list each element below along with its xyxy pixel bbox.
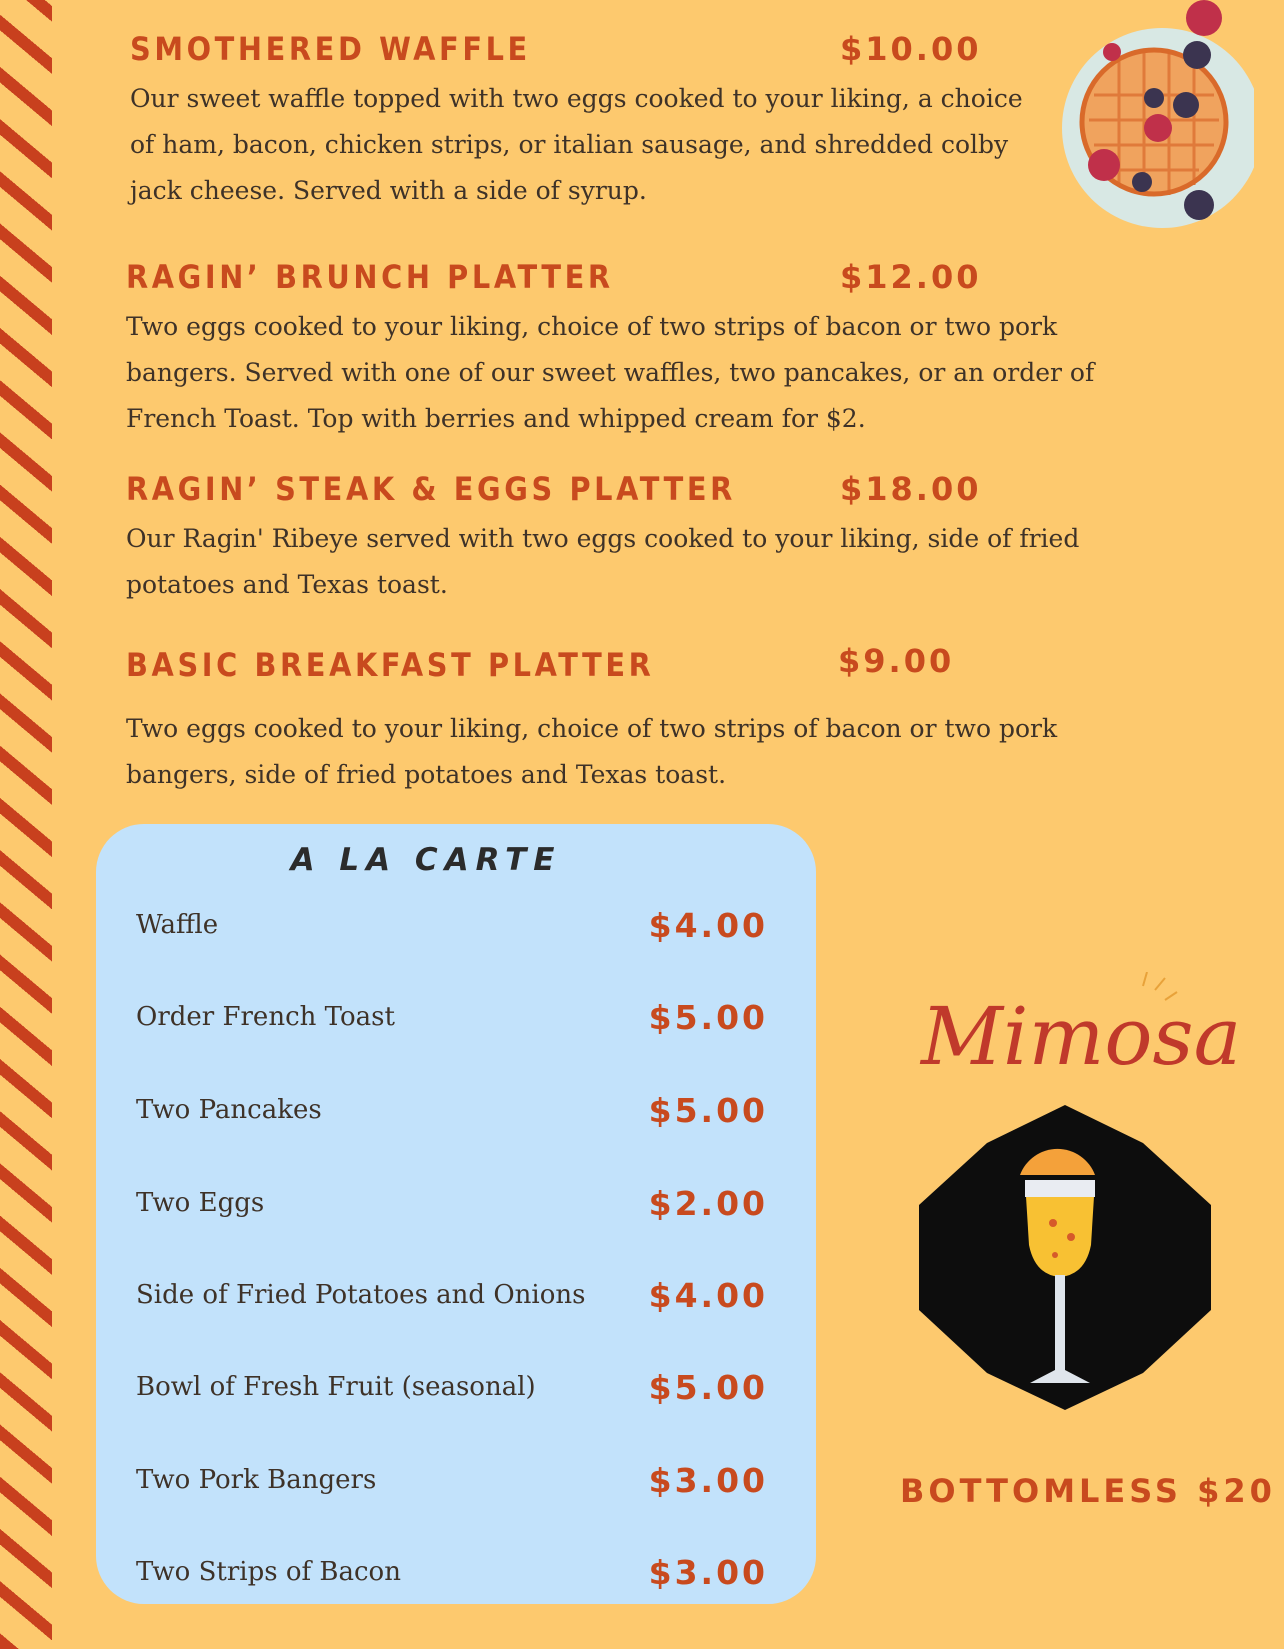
menu-item-description: Two eggs cooked to your liking, choice of two strips of bacon or two pork bangers. Served with one of our sweet waffles, two pancakes, or an order of French Toast. Top with berries and whipped cream for $2. bbox=[126, 312, 1095, 433]
menu-item-header bbox=[130, 30, 1130, 76]
menu-item-header bbox=[126, 642, 1126, 706]
menu-item-price: $10.00 bbox=[840, 30, 982, 68]
svg-text:Mimosa: Mimosa bbox=[921, 990, 1242, 1083]
a-la-carte-row bbox=[136, 1272, 776, 1332]
a-la-carte-item-price: $2.00 bbox=[648, 1184, 768, 1223]
a-la-carte-item-name: Two Strips of Bacon bbox=[136, 1557, 401, 1587]
a-la-carte-item-price: $3.00 bbox=[648, 1461, 768, 1500]
menu-item-title: BASIC BREAKFAST PLATTER bbox=[126, 646, 655, 684]
a-la-carte-item-price: $4.00 bbox=[648, 1276, 768, 1315]
a-la-carte-row bbox=[136, 1180, 776, 1240]
bottomless-mimosa-offer: BOTTOMLESS $20 bbox=[900, 1472, 1276, 1510]
a-la-carte-row bbox=[136, 1087, 776, 1147]
menu-item-header bbox=[126, 470, 1126, 516]
menu-item-basic-breakfast bbox=[126, 642, 1126, 798]
menu-item-brunch-platter bbox=[126, 258, 1126, 442]
menu-item-title: RAGIN’ STEAK & EGGS PLATTER bbox=[126, 470, 736, 508]
a-la-carte-item-price: $5.00 bbox=[648, 1091, 768, 1130]
a-la-carte-item-price: $5.00 bbox=[648, 1368, 768, 1407]
menu-item-smothered-waffle bbox=[130, 30, 1130, 214]
a-la-carte-item-price: $3.00 bbox=[648, 1553, 768, 1592]
menu-item-price: $9.00 bbox=[838, 642, 955, 680]
a-la-carte-item-name: Waffle bbox=[136, 910, 219, 940]
a-la-carte-item-price: $4.00 bbox=[648, 906, 768, 945]
menu-item-title: RAGIN’ BRUNCH PLATTER bbox=[126, 258, 614, 296]
menu-item-price: $12.00 bbox=[840, 258, 982, 296]
a-la-carte-item-name: Order French Toast bbox=[136, 1002, 395, 1032]
menu-item-steak-eggs-platter bbox=[126, 470, 1126, 608]
a-la-carte-row bbox=[136, 1364, 776, 1424]
menu-item-description: Our sweet waffle topped with two eggs cooked to your liking, a choice of ham, bacon, chicken strips, or italian sausage, and shredded colby jack cheese. Served with a side of syrup. bbox=[130, 84, 1023, 205]
waffle-plate-icon bbox=[1054, 0, 1254, 240]
a-la-carte-row bbox=[136, 1457, 776, 1517]
menu-item-price: $18.00 bbox=[840, 470, 982, 508]
a-la-carte-row bbox=[136, 902, 776, 962]
menu-item-description: Two eggs cooked to your liking, choice of two strips of bacon or two pork bangers, side of fried potatoes and Texas toast. bbox=[126, 714, 1058, 789]
a-la-carte-item-name: Two Pork Bangers bbox=[136, 1465, 377, 1495]
a-la-carte-item-name: Bowl of Fresh Fruit (seasonal) bbox=[136, 1372, 536, 1402]
a-la-carte-item-name: Two Pancakes bbox=[136, 1095, 322, 1125]
menu-item-header bbox=[126, 258, 1126, 304]
a-la-carte-item-name: Two Eggs bbox=[136, 1188, 265, 1218]
menu-item-title: SMOTHERED WAFFLE bbox=[130, 30, 531, 68]
a-la-carte-row bbox=[136, 994, 776, 1054]
a-la-carte-panel bbox=[96, 824, 816, 1604]
a-la-carte-item-price: $5.00 bbox=[648, 998, 768, 1037]
menu-item-description: Our Ragin' Ribeye served with two eggs cooked to your liking, side of fried potatoes and Texas toast. bbox=[126, 524, 1080, 599]
a-la-carte-item-name: Side of Fried Potatoes and Onions bbox=[136, 1280, 586, 1310]
decorative-stripe-border bbox=[0, 0, 52, 1649]
a-la-carte-row bbox=[136, 1549, 776, 1609]
mimosa-glass-icon bbox=[915, 1105, 1215, 1415]
a-la-carte-title: A LA CARTE bbox=[290, 842, 562, 878]
